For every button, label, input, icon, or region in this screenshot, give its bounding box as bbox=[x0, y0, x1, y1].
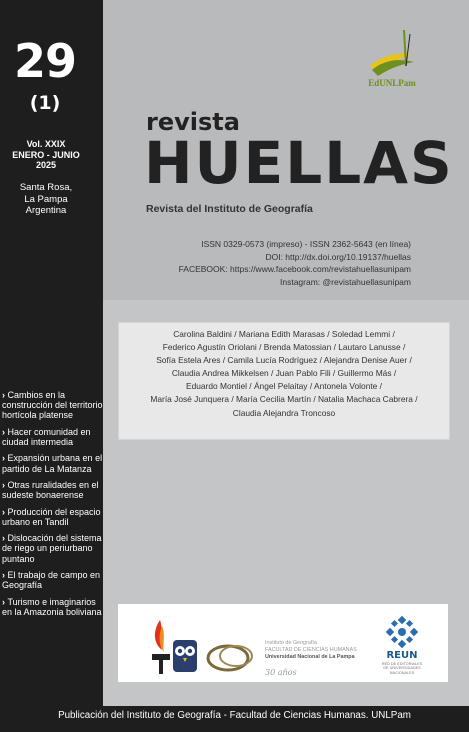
anniversary-text: 30 años bbox=[265, 668, 297, 677]
footer-bar: Publicación del Instituto de Geografía - Facultad de Ciencias Humanas. UNLPam bbox=[0, 706, 469, 732]
owl-icon bbox=[172, 638, 198, 674]
authors-box bbox=[118, 322, 450, 440]
toc-item: › Expansión urbana en el partido de La Matanza bbox=[2, 453, 103, 474]
instituto-geografia-icon bbox=[204, 642, 260, 672]
arrow-icon: › bbox=[2, 533, 8, 544]
city-label: Santa Rosa, bbox=[19, 182, 73, 193]
toc-item: › Turismo e imaginarios en la Amazonia boliviana bbox=[2, 596, 102, 617]
issue-number: 29 bbox=[13, 34, 76, 88]
toc-item: › Producción del espacio urbano en Tandil bbox=[2, 506, 101, 527]
institution-text: Instituto de Geografía FACULTAD DE CIENCIAS HUMANAS Universidad Nacional de La Pampa bbox=[265, 640, 357, 661]
toc-item: › El trabajo de campo en Geografía bbox=[2, 569, 101, 591]
issn-line: ISSN 0329-0573 (impreso) - ISSN 2362-5643 (en línea) bbox=[201, 239, 411, 249]
issue-subnumber: (1) bbox=[29, 92, 61, 114]
arrow-icon: › bbox=[2, 426, 8, 437]
period-label: ENERO - JUNIO bbox=[12, 149, 80, 160]
authors-line: Eduardo Montiel / Ángel Pelaitay / Antonela Volonte / bbox=[185, 381, 382, 392]
arrow-icon: › bbox=[2, 479, 8, 490]
volume-label: Vol. XXIX bbox=[26, 139, 66, 149]
toc-item: › Cambios en la construcción del territorio hortícola platense bbox=[2, 390, 103, 421]
arrow-icon: › bbox=[2, 390, 8, 400]
year-label: 2025 bbox=[35, 160, 57, 170]
instagram-line: Instagram: @revistahuellasunipam bbox=[280, 276, 411, 287]
authors-line: Claudia Andrea Mikkelsen / Juan Pablo Fili / Guillermo Más / bbox=[171, 368, 397, 379]
authors-line: Sofía Estela Ares / Camila Lucía Rodríguez / Alejandra Denise Auer / bbox=[156, 355, 412, 366]
arrow-icon: › bbox=[2, 506, 8, 517]
toc-item: › Otras ruralidades en el sudeste bonaerense bbox=[2, 479, 99, 501]
volume-block bbox=[4, 139, 88, 171]
province-label: La Pampa bbox=[24, 193, 68, 205]
identifiers-block bbox=[179, 238, 411, 288]
authors-line: Federico Agustín Oriolani / Brenda Matossian / Lautaro Lanusse / bbox=[162, 342, 406, 353]
arrow-icon: › bbox=[2, 453, 8, 464]
facebook-line: FACEBOOK: https://www.facebook.com/revistahuellasunipam bbox=[178, 264, 411, 274]
reun-name: REUN bbox=[386, 650, 418, 661]
toc-item: › Dislocación del sistema de riego un periurbano puntano bbox=[2, 533, 102, 564]
left-strip bbox=[0, 0, 103, 706]
arrow-icon: › bbox=[2, 596, 8, 607]
reun-subtitle: RED DE EDITORIALES DE UNIVERSIDADES NACIONALES bbox=[381, 662, 423, 675]
authors-line: Carolina Baldini / Mariana Edith Marasas / Soledad Lemmi / bbox=[173, 329, 395, 339]
place-block bbox=[4, 182, 88, 217]
publisher-logo-text: EdUNLPam bbox=[368, 78, 416, 88]
country-label: Argentina bbox=[25, 205, 67, 216]
journal-title: HUELLAS bbox=[144, 129, 454, 197]
reun-logo-icon bbox=[384, 614, 420, 650]
toc-item: › Hacer comunidad en ciudad intermedia bbox=[2, 426, 91, 447]
authors-line: María José Junquera / María Cecilia Martín / Natalia Machaca Cabrera / bbox=[150, 394, 418, 405]
authors-line: Claudia Alejandra Troncoso bbox=[232, 407, 336, 418]
authors-list bbox=[119, 328, 449, 420]
doi-line: DOI: http://dx.doi.org/10.19137/huellas bbox=[265, 251, 411, 262]
journal-subtitle: Revista del Instituto de Geografía bbox=[146, 203, 313, 215]
arrow-icon: › bbox=[2, 569, 8, 580]
institutional-logos bbox=[118, 604, 448, 682]
table-of-contents bbox=[2, 390, 103, 623]
title-small: revista bbox=[146, 108, 240, 136]
